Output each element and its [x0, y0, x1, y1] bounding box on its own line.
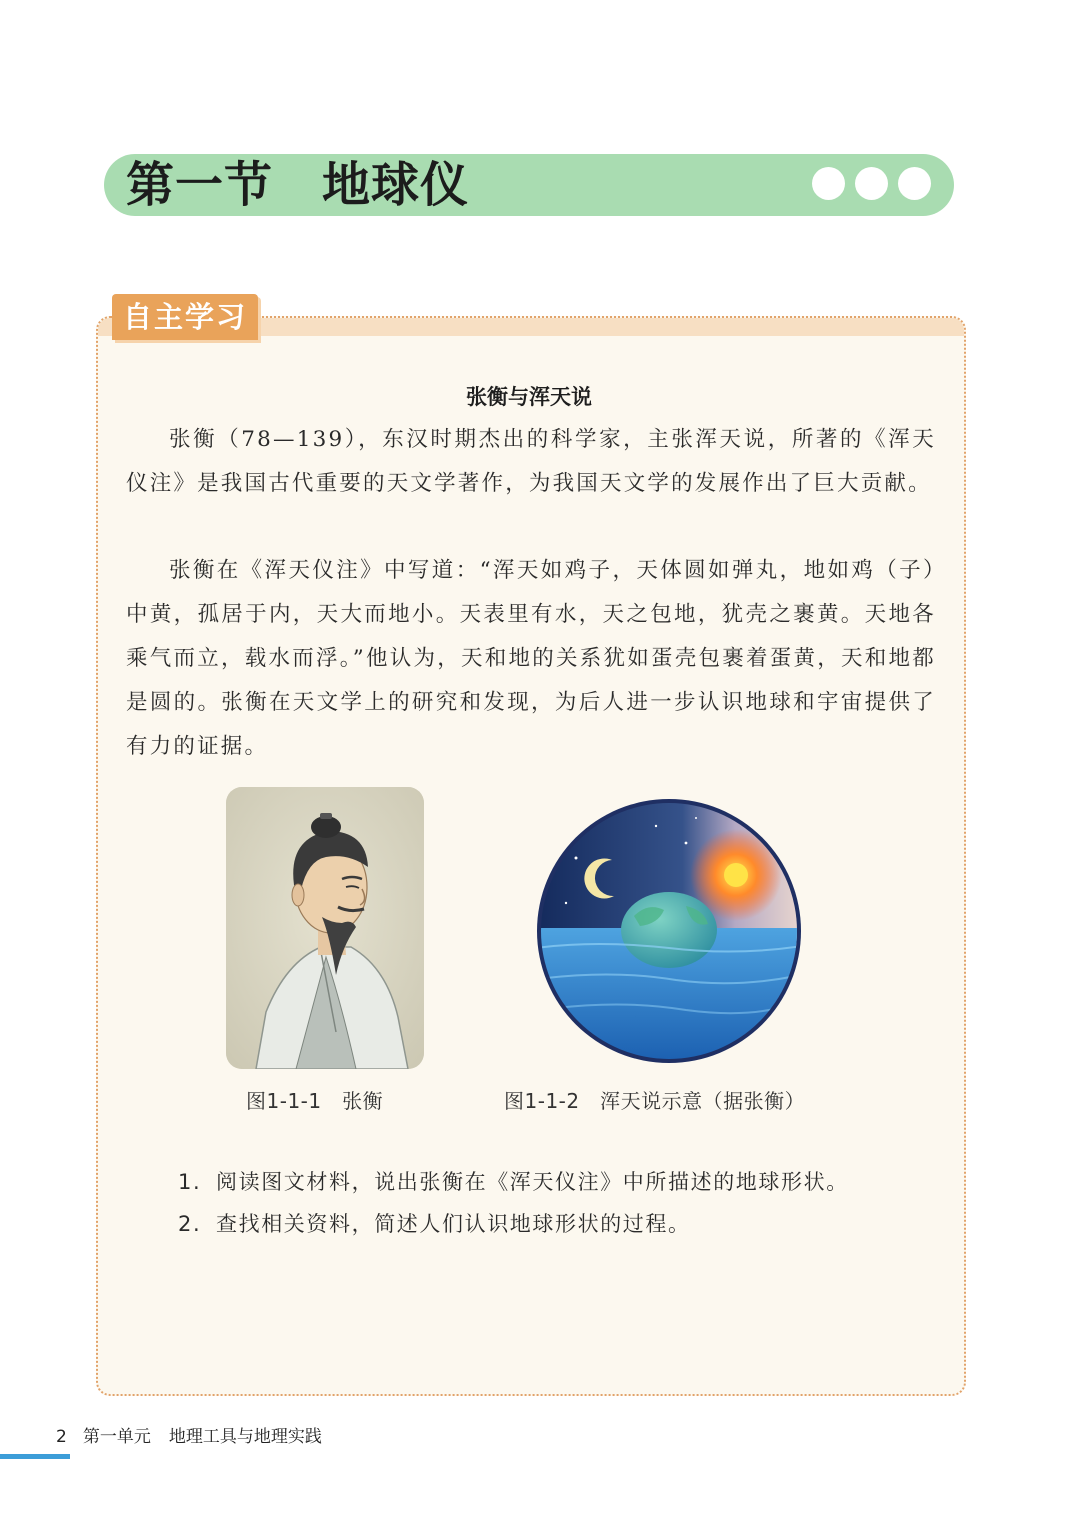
- question-number: 2.: [178, 1212, 202, 1236]
- title-decoration-dots: [812, 167, 931, 201]
- question-item: [178, 1208, 691, 1238]
- figure-caption: 图1-1-2 浑天说示意（据张衡）: [504, 1089, 806, 1113]
- question-text: 阅读图文材料，说出张衡在《浑天仪注》中所描述的地球形状。: [216, 1170, 849, 1194]
- question-item: [178, 1166, 849, 1196]
- decoration-dot: [812, 167, 845, 200]
- unit-label: 第一单元: [82, 1427, 151, 1447]
- hun-tian-globe-illustration: [536, 798, 802, 1064]
- article-title: 张衡与浑天说: [466, 385, 592, 409]
- question-number: 1.: [178, 1170, 202, 1194]
- portrait-illustration: [226, 787, 424, 1069]
- decoration-dot: [898, 167, 931, 200]
- decoration-dot: [855, 167, 888, 200]
- unit-title: 地理工具与地理实践: [168, 1427, 322, 1447]
- self-study-tag: 自主学习: [112, 294, 258, 340]
- figure-caption: 图1-1-1 张衡: [246, 1089, 384, 1113]
- section-title: 第一节 地球仪: [126, 157, 470, 213]
- article-paragraph: 张衡在《浑天仪注》中写道：“浑天如鸡子，天体圆如弹丸，地如鸡（子）中黄，孤居于内，天大而地小。天表里有水，天之包地，犹壳之裹黄。天地各乘气而立，载水而浮。”他认为，天和地的关系犹如蛋壳包裹着蛋黄，天和地都是圆的。张衡在天文学上的研究和发现，为后人进一步认识地球和宇宙提供了有力的证据。: [126, 558, 936, 759]
- footer-accent-bar: [0, 1454, 70, 1459]
- page-footer: [56, 1422, 322, 1447]
- hun-tian-diagram: [536, 798, 802, 1064]
- page-number: 2: [56, 1427, 67, 1447]
- article-paragraph: 张衡（78—139），东汉时期杰出的科学家，主张浑天说，所著的《浑天仪注》是我国古代重要的天文学著作，为我国天文学的发展作出了巨大贡献。: [126, 427, 936, 496]
- question-text: 查找相关资料，简述人们认识地球形状的过程。: [216, 1212, 691, 1236]
- zhang-heng-portrait: [226, 787, 424, 1069]
